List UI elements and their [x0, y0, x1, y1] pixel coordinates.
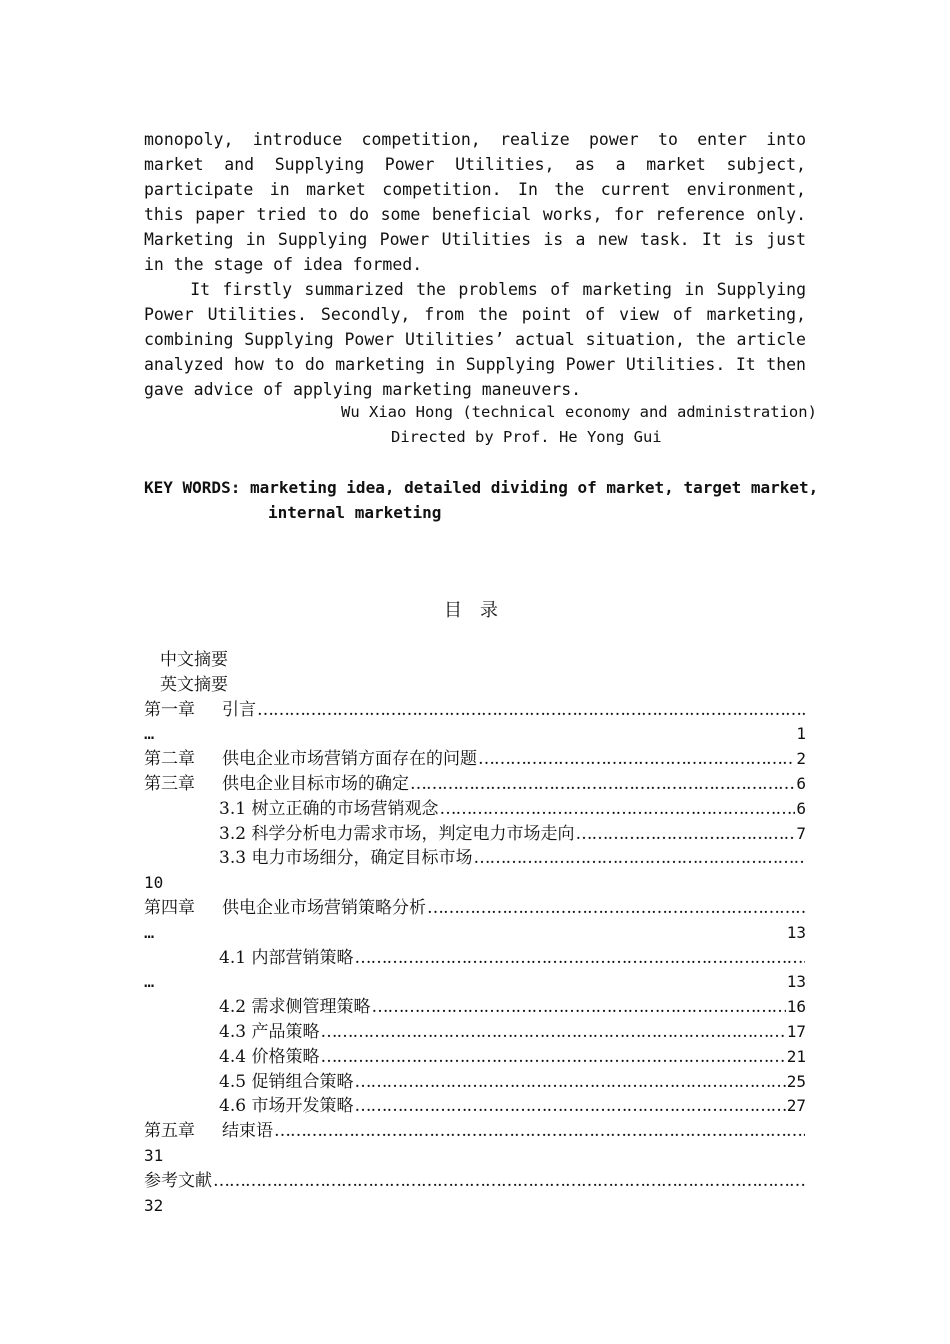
toc-entry-title: 价格策略	[251, 1046, 320, 1067]
toc-chapter-number: 第一章	[144, 699, 195, 720]
toc-leader-dots	[354, 946, 805, 971]
toc-entry-continuation	[144, 871, 806, 896]
toc-entry-label	[144, 1169, 212, 1194]
toc-entry-label	[219, 1070, 353, 1095]
toc-entry-label	[219, 1020, 319, 1045]
toc-entry-label	[219, 822, 574, 847]
table-of-contents	[144, 648, 806, 1218]
toc-entry-continuation	[144, 921, 806, 946]
toc-entry	[144, 772, 806, 797]
toc-entry-title: 促销组合策略	[251, 1071, 354, 1092]
toc-leader-dots	[274, 1119, 805, 1144]
toc-chapter-number: 第二章	[144, 749, 195, 770]
toc-leader-dots	[213, 1169, 805, 1194]
keywords-line	[144, 475, 819, 500]
toc-entry-label	[219, 797, 438, 822]
toc-entry-title: 结束语	[222, 1121, 273, 1142]
toc-page-number: 6	[796, 773, 806, 793]
keywords-block	[144, 475, 819, 525]
toc-leader-dots	[257, 698, 805, 723]
toc-page-number: 17	[786, 1021, 806, 1041]
toc-page-number: 2	[796, 749, 806, 769]
toc-entry-title: 电力市场细分，确定目标市场	[251, 848, 473, 869]
toc-entry	[144, 1094, 806, 1119]
toc-page-number: 32	[144, 1195, 164, 1215]
abstract-paragraph: monopoly, introduce competition, realize power to enter into market and Supplying Power Utilities, as a market subject, participate in market competition. In the current environment, this paper tried to do some beneficial works, for reference only. Marketing in Supplying Power Utilities is a new task. It is just in the stage of idea formed.	[144, 130, 806, 274]
toc-entry	[144, 1119, 806, 1144]
toc-entry-title: 树立正确的市场营销观念	[251, 798, 439, 819]
toc-entry-label	[144, 698, 256, 723]
toc-entry-label	[144, 896, 426, 921]
toc-section-number: 3.1	[219, 798, 252, 819]
toc-leader-dots	[439, 797, 795, 822]
toc-entry	[144, 946, 806, 971]
toc-section-number: 4.3	[219, 1021, 252, 1042]
toc-entry-continuation	[144, 1194, 806, 1219]
toc-section-number: 4.5	[219, 1071, 252, 1092]
toc-entry-title: 供电企业目标市场的确定	[222, 773, 409, 794]
toc-entry-label	[144, 747, 477, 772]
toc-leader-dots	[320, 1045, 785, 1070]
toc-entry	[144, 995, 806, 1020]
toc-entry	[144, 846, 806, 871]
toc-leader-dots	[371, 995, 785, 1020]
toc-entry-title: 引言	[222, 699, 256, 720]
toc-chapter-number: 第三章	[144, 773, 195, 794]
toc-entry-title: 科学分析电力需求市场，判定电力市场走向	[251, 823, 575, 844]
toc-entry	[144, 747, 806, 772]
toc-entry	[144, 698, 806, 723]
toc-page-number: 16	[786, 997, 806, 1017]
toc-page-number: 10	[144, 873, 164, 893]
toc-entry-title: 产品策略	[251, 1021, 320, 1042]
toc-entry-title: 供电企业市场营销策略分析	[222, 897, 426, 918]
toc-entry-label	[144, 1119, 273, 1144]
director-line: Directed by Prof. He Yong Gui	[391, 428, 662, 446]
toc-page-number: 1	[796, 724, 806, 744]
toc-entry-label	[219, 1094, 353, 1119]
english-abstract	[144, 127, 806, 402]
toc-entry-title: 参考文献	[144, 1170, 212, 1191]
toc-entry-continuation	[144, 1144, 806, 1169]
toc-entry-label	[219, 946, 353, 971]
toc-entry-continuation	[144, 970, 806, 995]
toc-page-number: 13	[786, 972, 806, 992]
toc-entry-label	[219, 846, 472, 871]
toc-item: 英文摘要	[160, 674, 228, 695]
toc-chapter-number: 第四章	[144, 897, 195, 918]
toc-leader-dots: …	[144, 922, 155, 943]
toc-page-number: 6	[796, 798, 806, 818]
toc-leader-dots	[410, 772, 795, 797]
toc-entry-label	[219, 995, 370, 1020]
toc-entry-label	[144, 772, 409, 797]
toc-page-number: 25	[786, 1071, 806, 1091]
toc-entry	[144, 797, 806, 822]
toc-page-number: 31	[144, 1145, 164, 1165]
toc-entry	[144, 1020, 806, 1045]
toc-entry-continuation	[144, 722, 806, 747]
toc-page-number: 27	[786, 1096, 806, 1116]
toc-leader-dots	[478, 747, 795, 772]
author-line: Wu Xiao Hong (technical economy and administration)	[341, 403, 817, 421]
toc-entry	[144, 1169, 806, 1194]
toc-entry-title: 市场开发策略	[251, 1096, 354, 1117]
toc-section-number: 4.2	[219, 997, 252, 1018]
toc-entry-title: 需求侧管理策略	[251, 997, 371, 1018]
toc-leader-dots	[427, 896, 805, 921]
abstract-paragraph: It firstly summarized the problems of marketing in Supplying Power Utilities. Secondly, from the point of view of marketing, combining Supplying Power Utilities’ actual situation, the article analyzed how to do marketing in Supplying Power Utilities. It then gave advice of applying marketing maneuvers.	[144, 280, 806, 399]
toc-leader-dots	[354, 1070, 785, 1095]
toc-entry-title: 内部营销策略	[251, 947, 354, 968]
toc-entry	[144, 896, 806, 921]
toc-page-number: 21	[786, 1046, 806, 1066]
toc-entry-title: 供电企业市场营销方面存在的问题	[222, 749, 477, 770]
toc-entry-label	[219, 1045, 319, 1070]
toc-section-number: 3.2	[219, 823, 252, 844]
toc-chapter-number: 第五章	[144, 1121, 195, 1142]
keywords-text: marketing idea, detailed dividing of market, target market,	[249, 478, 819, 497]
keywords-text: internal marketing	[268, 503, 442, 522]
toc-entry	[144, 822, 806, 847]
toc-leader-dots	[320, 1020, 785, 1045]
toc-leader-dots: …	[144, 972, 155, 993]
keywords-label: KEY WORDS:	[144, 478, 241, 497]
toc-section-number: 4.4	[219, 1046, 252, 1067]
toc-leader-dots	[354, 1094, 785, 1119]
toc-page-number: 13	[786, 922, 806, 942]
toc-entry	[144, 1070, 806, 1095]
toc-section-number: 4.1	[219, 947, 252, 968]
toc-leader-dots	[473, 846, 805, 871]
toc-title: 目录	[444, 600, 516, 621]
toc-entry	[144, 1045, 806, 1070]
toc-page-number: 7	[796, 823, 806, 843]
toc-section-number: 3.3	[219, 848, 252, 869]
toc-item: 中文摘要	[160, 650, 228, 670]
toc-leader-dots: …	[144, 724, 155, 745]
toc-leader-dots	[575, 822, 795, 847]
toc-section-number: 4.6	[219, 1096, 252, 1117]
